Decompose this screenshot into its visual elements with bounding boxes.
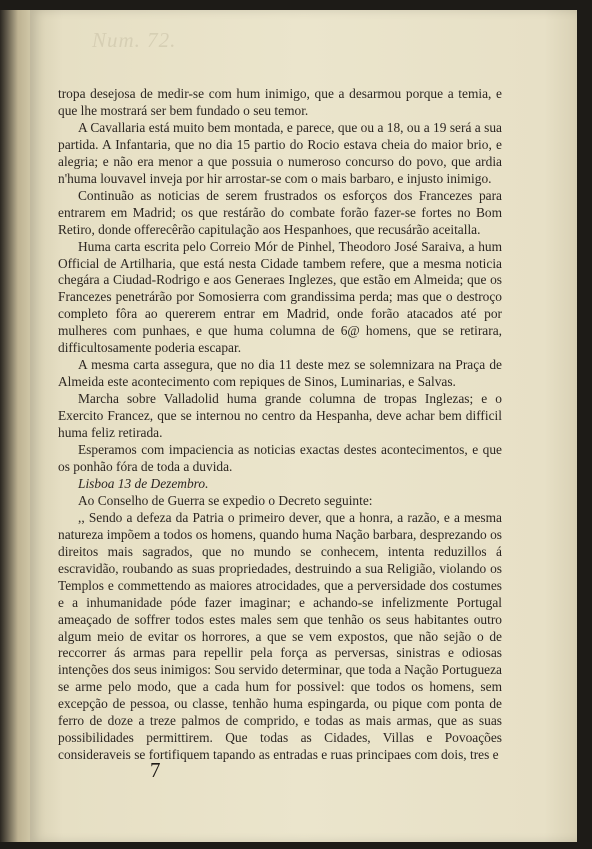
paragraph-celebration: A mesma carta assegura, que no dia 11 deste mez se solemnizara na Praça de Almeida este acontecimento com repiques de Sinos, Luminarias, e Salvas. [58,357,502,390]
paragraph-continuation: tropa desejosa de medir-se com hum inimigo, que a desarmou porque a temia, e que lhe mostrará ser bem fundado o seu temor. [58,86,502,118]
paragraph-march: Marcha sobre Valladolid huma grande columna de tropas Inglezas; e o Exercito Francez, que se internou no centro da Hespanha, deve achar bem difficil huma feliz retirada. [58,391,502,441]
paragraph-cavalry: A Cavallaria está muito bem montada, e parece, que ou a 18, ou a 19 será a sua partida. A Infantaria, que no dia 15 partio do Rocio estava cheia do maior brio, e alegria; e não era menor a que possuia o numeroso concurso do povo, que ardia n'huma louvavel inveja por hir arrostar-se com o mais barbaro, e injusto inimigo. [58,119,502,186]
faint-number-stamp: Num. 72. [92,28,177,52]
paragraph-letter: Huma carta escrita pelo Correio Mór de Pinhel, Theodoro José Saraiva, a hum Official de Artilharia, que está nesta Cidade tambem refere, que a mesma noticia chegára a Ciudad-Rodrigo e aos Generaes Inglezes, que estão em Almeida; que os Francezes penetrárão por Somosierra com grandissima perda; mas que o destroço completo fôra ao quererem entrar em Madrid, onde forão atacados até por mulheres com punhaes, e que huma columna de 6@ homens, que se retirara, difficultosamente poderia escapar. [58,238,502,356]
book-gutter [0,10,30,842]
paragraph-madrid: Continuão as noticias de serem frustrados os esforços dos Francezes para entrarem em Madrid; os que restárão do combate forão fazer-se fortes no Bom Retiro, donde offerecêrão capitulação aos Hespanhoes, que recusárão aceitalla. [58,187,502,237]
dateline: Lisboa 13 de Dezembro. [78,475,209,491]
body-text [58,86,502,764]
decree-text: ,, Sendo a defeza da Patria o primeiro dever, que a honra, a razão, e a mesma natureza impõem a todos os homens, quando huma Nação barbara, desprezando os direitos mais sagrados, que no mundo se conhecem, intenta reduzillos á escravidão, roubando as suas propriedades, destruindo a sua Religião, violando os Templos e commettendo as maiores atrocidades, que a perversidade dos costumes e a inhumanidade póde fazer imaginar; e achando-se infelizmente Portugal ameaçado de soffrer todos estes males sem que tenhão os seus habitantes outro algum meio de evitar os horrores, a que se vem expostos, que não sejão o de reccorrer ás armas para repellir pela força as perversas, sinistras e odiosas intenções dos seus inimigos: Sou servido determinar, que toda a Nação Portugueza se arme pelo modo, que a cada hum for possivel: que todos os homens, sem excepção de pessoa, ou classe, tenhão huma espingarda, ou pique com ponta de ferro de doze a treze palmos de comprido, e todas as mais armas, que as suas possibilidades permittirem. Que todas as Cidades, Villas e Povoações consideraveis se fortifiquem tapando as entradas e ruas principaes com dois, tres e [58,509,502,763]
decree-intro: Ao Conselho de Guerra se expedio o Decreto seguinte: [78,492,373,508]
page-number: 7 [150,758,161,782]
paragraph-waiting: Esperamos com impaciencia as noticias exactas destes acontecimentos, e que os ponhão fóra de toda a duvida. [58,442,502,474]
